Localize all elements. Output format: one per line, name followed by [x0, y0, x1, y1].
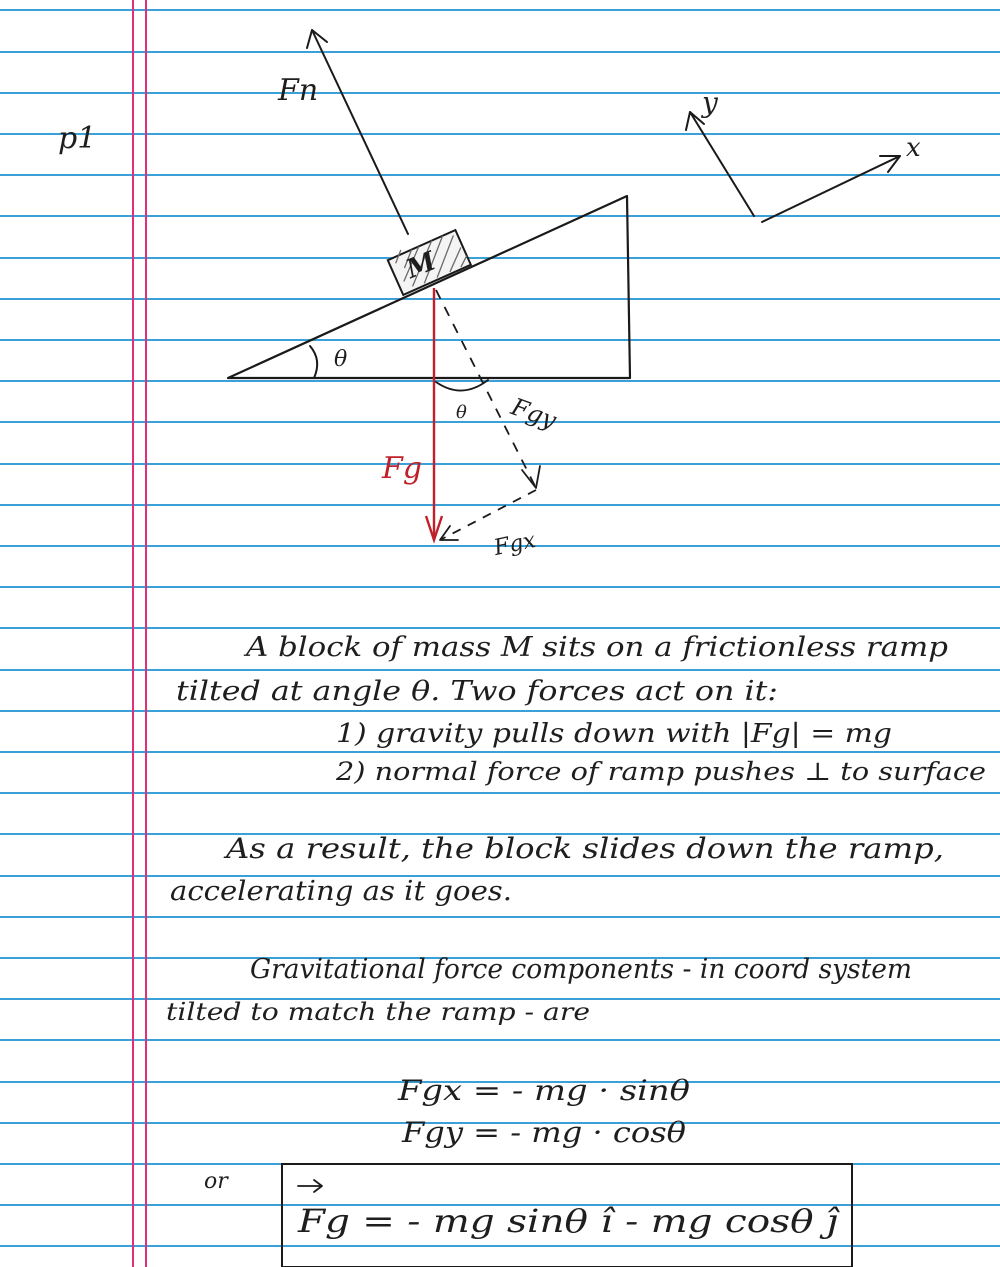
paragraph3-line1: Gravitational force components - in coord system: [250, 954, 912, 985]
notes-text: [166, 632, 986, 1267]
list-item-2: 2) normal force of ramp pushes ⊥ to surface: [334, 757, 986, 786]
paragraph1-line1: A block of mass M sits on a frictionless ramp: [242, 632, 948, 663]
vector-arrow-mark: [298, 1180, 322, 1192]
gravity-y-label: Fgy: [507, 392, 561, 435]
axis-x-line: [762, 156, 900, 222]
gravity-label: Fg: [382, 451, 423, 486]
ruled-lines: [0, 10, 1000, 1246]
page-label: p1: [58, 121, 97, 156]
axis-y-line: [690, 112, 754, 216]
force-angle-label: θ: [456, 402, 467, 423]
paragraph2-line1: As a result, the block slides down the ramp,: [222, 832, 944, 865]
free-body-diagram: [228, 30, 921, 561]
paragraph2-line2: accelerating as it goes.: [170, 876, 512, 907]
normal-force-arrow: [312, 30, 408, 234]
normal-force-label: Fn: [278, 73, 319, 108]
mass-label: M: [402, 246, 441, 286]
list-item-1: 1) gravity pulls down with |Fg| = mg: [336, 719, 892, 749]
or-label: or: [204, 1169, 228, 1194]
equation-fgy: Fgy = - mg · cosθ: [400, 1116, 687, 1149]
paragraph1-line2: tilted at angle θ. Two forces act on it:: [176, 676, 778, 707]
axis-x-label: x: [906, 133, 921, 163]
boxed-equation: Fg = - mg sinθ î - mg cosθ ĵ: [296, 1202, 841, 1240]
gravity-x-label: Fgx: [491, 527, 538, 562]
ramp-triangle: [228, 196, 630, 378]
paragraph3-line2: tilted to match the ramp - are: [166, 998, 590, 1026]
equation-fgx: Fgx = - mg · sinθ: [396, 1074, 691, 1107]
ramp-angle-label: θ: [334, 347, 348, 372]
ramp-angle-arc: [310, 346, 317, 378]
axis-y-label: y: [702, 86, 718, 119]
